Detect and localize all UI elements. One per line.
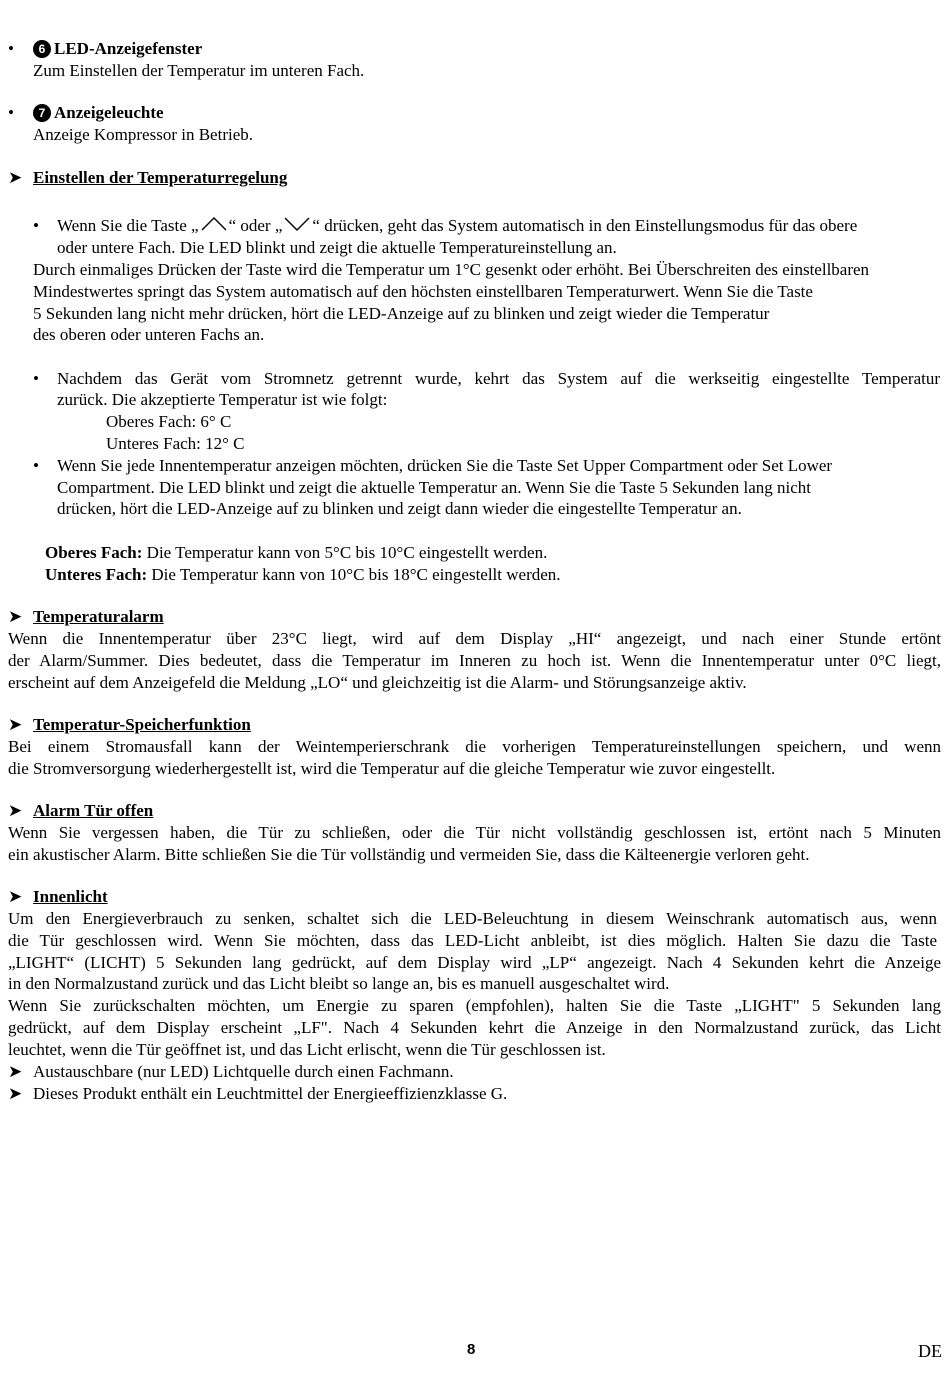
up-arrow-key-icon	[199, 215, 229, 233]
section-heading-temperature-control: Einstellen der Temperaturregelung	[33, 168, 288, 187]
paragraph-line: Mindestwertes springt das System automatisch auf den höchsten einstellbaren Temperaturwert. Wenn Sie die Taste	[33, 282, 813, 301]
bullet: •	[33, 216, 39, 235]
note-line: Austauschbare (nur LED) Lichtquelle durch einen Fachmann.	[33, 1062, 454, 1081]
paragraph-line: drücken, hört die LED-Anzeige auf zu blinken und zeigt dann wieder die eingestellte Temperatur an.	[57, 499, 742, 518]
bullet: •	[33, 456, 39, 475]
section-heading-interior-light: Innenlicht	[33, 887, 108, 906]
arrow-bullet-icon: ➤	[8, 801, 23, 820]
paragraph-line: Compartment. Die LED blinkt und zeigt die aktuelle Temperatur an. Wenn Sie die Taste 5 Sekunden lang nicht	[57, 478, 811, 497]
paragraph-line: ein akustischer Alarm. Bitte schließen Sie die Tür vollständig und vermeiden Sie, dass die Kälteenergie verloren geht.	[8, 845, 810, 864]
paragraph-line: erscheint auf dem Anzeigefeld die Meldung „LO“ und gleichzeitig ist die Alarm- und Störungsanzeige aktiv.	[8, 673, 747, 692]
section-heading-memory-function: Temperatur-Speicherfunktion	[33, 715, 251, 734]
paragraph-line: Wenn Sie die Taste „ “ oder „ “ drücken, geht das System automatisch in den Einstellungsmodus für das obere	[57, 216, 858, 235]
paragraph-line: leuchtet, wenn die Tür geöffnet ist, und das Licht erlischt, wenn die Tür geschlossen ist.	[8, 1040, 606, 1059]
paragraph-line: Wenn Sie zurückschalten möchten, um Energie zu sparen (empfohlen), halten Sie die Taste „LIGHT" 5 Sekunden lang	[8, 996, 941, 1015]
item-7-text: Anzeige Kompressor in Betrieb.	[33, 125, 253, 144]
paragraph-line: Durch einmaliges Drücken der Taste wird die Temperatur um 1°C gesenkt oder erhöht. Bei Überschreiten des einstellbaren	[33, 260, 870, 279]
paragraph-line: Bei einem Stromausfall kann der Weintemperierschrank die vorherigen Temperatureinstellungen speichern, und wenn	[8, 737, 941, 756]
page-number: 8	[467, 1341, 476, 1358]
paragraph-line: oder untere Fach. Die LED blinkt und zeigt die aktuelle Temperatureinstellung an.	[57, 238, 617, 257]
arrow-bullet-icon: ➤	[8, 1084, 23, 1103]
note-line: Dieses Produkt enthält ein Leuchtmittel der Energieeffizienzklasse G.	[33, 1084, 508, 1103]
lower-default-temp: Unteres Fach: 12° C	[106, 434, 245, 453]
paragraph-line: der Alarm/Summer. Dies bedeutet, dass die Temperatur im Inneren zu hoch ist. Wenn die Innentemperatur unter 0°C liegt,	[8, 651, 941, 670]
paragraph-line: die Tür geschlossen wird. Wenn Sie möchten, dass das LED-Licht anbleibt, ist dies möglich. Halten Sie dazu die Taste	[8, 931, 937, 950]
upper-default-temp: Oberes Fach: 6° C	[106, 412, 232, 431]
paragraph-line: Wenn Sie jede Innentemperatur anzeigen möchten, drücken Sie die Taste Set Upper Compartment oder Set Lower	[57, 456, 833, 475]
section-heading-door-alarm: Alarm Tür offen	[33, 801, 154, 820]
upper-range-line: Oberes Fach: Die Temperatur kann von 5°C bis 10°C eingestellt werden.	[45, 543, 548, 562]
bullet: •	[8, 39, 14, 58]
circled-number-6: 6	[33, 40, 51, 58]
down-arrow-key-icon	[282, 215, 312, 233]
item-6-title: 6 LED-Anzeigefenster	[33, 38, 202, 60]
arrow-bullet-icon: ➤	[8, 1062, 23, 1081]
paragraph-line: die Stromversorgung wiederhergestellt ist, wird die Temperatur auf die gleiche Temperatur wie zuvor eingestellt.	[8, 759, 776, 778]
paragraph-line: gedrückt, auf dem Display erscheint „LF". Nach 4 Sekunden kehrt die Anzeige in den Normalzustand zurück, das Licht	[8, 1018, 941, 1037]
circled-number-7: 7	[33, 104, 51, 122]
paragraph-line: des oberen oder unteren Fachs an.	[33, 325, 265, 344]
lower-range-line: Unteres Fach: Die Temperatur kann von 10°C bis 18°C eingestellt werden.	[45, 565, 561, 584]
item-6-text: Zum Einstellen der Temperatur im unteren Fach.	[33, 61, 365, 80]
section-heading-temperature-alarm: Temperaturalarm	[33, 607, 164, 626]
paragraph-line: Nachdem das Gerät vom Stromnetz getrennt wurde, kehrt das System auf die werkseitig eingestellte Temperatur	[57, 369, 940, 388]
bullet: •	[33, 369, 39, 388]
arrow-bullet-icon: ➤	[8, 168, 23, 187]
paragraph-line: „LIGHT“ (LICHT) 5 Sekunden lang gedrückt, auf dem Display wird „LP“ angezeigt. Nach 4 Sekunden kehrt die Anzeige	[8, 953, 941, 972]
bullet: •	[8, 103, 14, 122]
arrow-bullet-icon: ➤	[8, 607, 23, 626]
paragraph-line: Um den Energieverbrauch zu senken, schaltet sich die LED-Beleuchtung in diesem Weinschrank automatisch aus, wenn	[8, 909, 937, 928]
item-7-title: 7 Anzeigeleuchte	[33, 102, 164, 124]
arrow-bullet-icon: ➤	[8, 887, 23, 906]
language-code: DE	[918, 1341, 942, 1361]
paragraph-line: in den Normalzustand zurück und das Licht bleibt so lange an, bis es manuell ausgeschaltet wird.	[8, 974, 670, 993]
arrow-bullet-icon: ➤	[8, 715, 23, 734]
paragraph-line: 5 Sekunden lang nicht mehr drücken, hört die LED-Anzeige auf zu blinken und zeigt wieder die Temperatur	[33, 304, 770, 323]
paragraph-line: zurück. Die akzeptierte Temperatur ist wie folgt:	[57, 390, 388, 409]
paragraph-line: Wenn die Innentemperatur über 23°C liegt, wird auf dem Display „HI“ angezeigt, und nach einer Stunde ertönt	[8, 629, 941, 648]
paragraph-line: Wenn Sie vergessen haben, die Tür zu schließen, oder die Tür nicht vollständig geschlossen ist, ertönt nach 5 Minuten	[8, 823, 941, 842]
